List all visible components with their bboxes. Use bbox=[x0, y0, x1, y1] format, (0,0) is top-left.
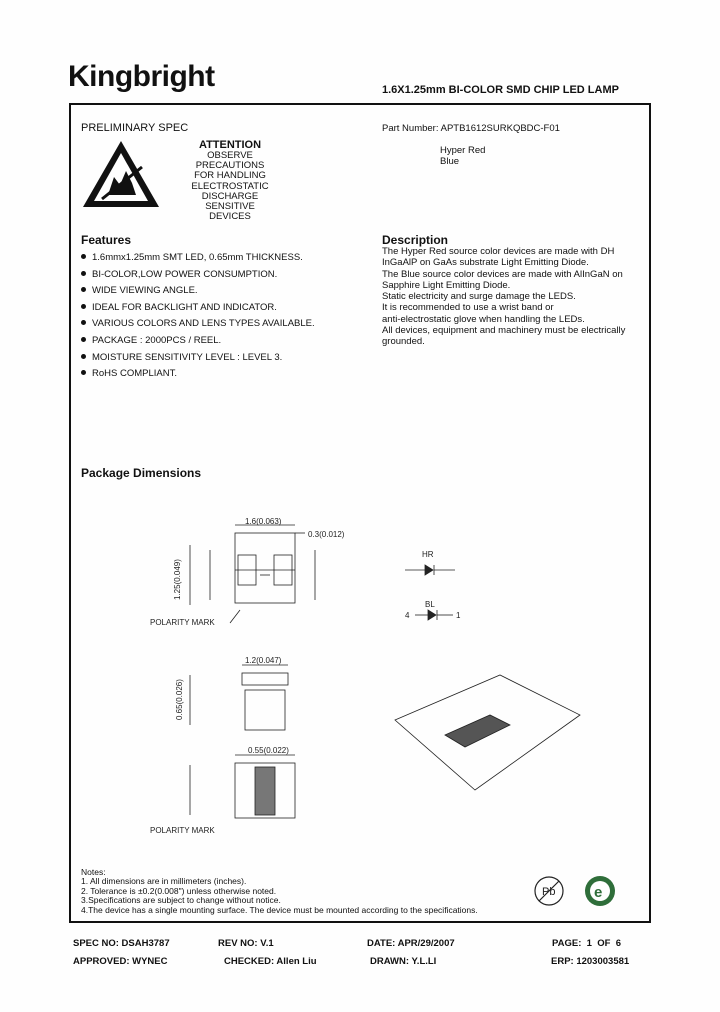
dim-height: 0.65(0.026) bbox=[175, 679, 184, 720]
package-dimensions-title: Package Dimensions bbox=[81, 466, 202, 480]
description-line: grounded. bbox=[382, 336, 425, 348]
part-number: Part Number: APTB1612SURKQBDC-F01 bbox=[382, 123, 560, 134]
circuit-symbol bbox=[405, 550, 461, 620]
approved-by: APPROVED: WYNEC bbox=[73, 956, 168, 967]
feature-item: 1.6mmx1.25mm SMT LED, 0.65mm THICKNESS. bbox=[81, 252, 361, 269]
description-line: The Blue source color devices are made with AlInGaN on bbox=[382, 268, 623, 280]
notes-title: Notes: bbox=[81, 867, 106, 877]
note-line: 4.The device has a single mounting surface. The device must be mounted according to the specifications. bbox=[81, 904, 478, 915]
date: DATE: APR/29/2007 bbox=[367, 938, 455, 949]
color-hyper-red: Hyper Red bbox=[440, 145, 486, 156]
page-count: PAGE: 1 OF 6 bbox=[552, 938, 621, 949]
description-line: It is recommended to use a wrist band or bbox=[382, 302, 554, 314]
bottom-view bbox=[150, 746, 295, 835]
pin-label-bl: BL bbox=[425, 600, 435, 609]
dim-bottom: 0.55(0.022) bbox=[248, 746, 289, 755]
attention-line: SENSITIVE bbox=[205, 201, 255, 213]
pb-free-icon bbox=[533, 875, 565, 907]
features-title: Features bbox=[81, 233, 132, 247]
document-title: 1.6X1.25mm BI-COLOR SMD CHIP LED LAMP bbox=[382, 84, 619, 96]
bullet-icon bbox=[81, 304, 86, 309]
package-drawing bbox=[150, 515, 640, 850]
feature-item: PACKAGE : 2000PCS / REEL. bbox=[81, 335, 361, 352]
note-line: 3.Specifications are subject to change without notice. bbox=[81, 895, 281, 906]
attention-line: DEVICES bbox=[209, 211, 251, 223]
side-view bbox=[175, 656, 288, 730]
bullet-icon bbox=[81, 254, 86, 259]
description-body bbox=[382, 246, 647, 348]
rohs-e-icon bbox=[583, 874, 617, 908]
bullet-icon bbox=[81, 320, 86, 325]
bullet-icon bbox=[81, 271, 86, 276]
pin-label-hr: HR bbox=[422, 550, 434, 559]
svg-text:e: e bbox=[594, 884, 603, 901]
dim-length: 1.6(0.063) bbox=[245, 517, 282, 526]
attention-line: ELECTROSTATIC bbox=[191, 180, 269, 192]
description-line: anti-electrostatic glove when handling the LEDs. bbox=[382, 313, 585, 325]
bullet-icon bbox=[81, 337, 86, 342]
feature-item: MOISTURE SENSITIVITY LEVEL : LEVEL 3. bbox=[81, 352, 361, 369]
attention-heading: ATTENTION bbox=[198, 139, 262, 151]
bullet-icon bbox=[81, 287, 86, 292]
polarity-mark-label: POLARITY MARK bbox=[150, 618, 215, 627]
checked-by: CHECKED: Allen Liu bbox=[224, 956, 317, 967]
description-line: InGaAlP on GaAs substrate Light Emitting Diode. bbox=[382, 257, 589, 269]
bullet-icon bbox=[81, 354, 86, 359]
bullet-icon bbox=[81, 370, 86, 375]
features-list bbox=[81, 252, 361, 385]
feature-item: WIDE VIEWING ANGLE. bbox=[81, 285, 361, 302]
note-line: 1. All dimensions are in millimeters (inches). bbox=[81, 876, 247, 887]
drawn-by: DRAWN: Y.L.LI bbox=[370, 956, 437, 967]
feature-item: IDEAL FOR BACKLIGHT AND INDICATOR. bbox=[81, 302, 361, 319]
dim-side: 1.2(0.047) bbox=[245, 656, 282, 665]
erp-number: ERP: 1203003581 bbox=[551, 956, 630, 967]
pin-label-cathode: 1 bbox=[456, 611, 461, 620]
attention-line: DISCHARGE bbox=[201, 190, 259, 202]
note-line: 2. Tolerance is ±0.2(0.008") unless otherwise noted. bbox=[81, 885, 277, 896]
esd-warning-icon bbox=[80, 137, 162, 211]
rev-no: REV NO: V.1 bbox=[218, 938, 274, 949]
description-line: Static electricity and surge damage the LEDS. bbox=[382, 291, 576, 303]
top-view bbox=[150, 517, 345, 627]
feature-item: RoHS COMPLIANT. bbox=[81, 368, 361, 385]
kingbright-logo: Kingbright bbox=[68, 60, 215, 93]
dim-width: 1.25(0.049) bbox=[173, 559, 182, 600]
dim-pad: 0.3(0.012) bbox=[308, 530, 345, 539]
attention-line: FOR HANDLING bbox=[194, 170, 266, 182]
description-title: Description bbox=[382, 233, 449, 247]
description-line: Sapphire Light Emitting Diode. bbox=[382, 279, 511, 291]
spec-no: SPEC NO: DSAH3787 bbox=[73, 938, 170, 949]
pin-label-anode: 4 bbox=[405, 611, 410, 620]
description-line: The Hyper Red source color devices are made with DH bbox=[382, 246, 615, 257]
polarity-mark-bottom: POLARITY MARK bbox=[150, 826, 215, 835]
feature-item: BI-COLOR,LOW POWER CONSUMPTION. bbox=[81, 269, 361, 286]
attention-line: OBSERVE PRECAUTIONS bbox=[195, 150, 265, 172]
color-blue: Blue bbox=[440, 156, 460, 167]
description-line: All devices, equipment and machinery must be electrically bbox=[382, 325, 626, 337]
svg-text:Pb: Pb bbox=[542, 886, 556, 898]
preliminary-spec-label: PRELIMINARY SPEC bbox=[81, 122, 189, 134]
isometric-view bbox=[395, 675, 580, 790]
attention-box bbox=[180, 139, 280, 222]
feature-item: VARIOUS COLORS AND LENS TYPES AVAILABLE. bbox=[81, 318, 361, 335]
